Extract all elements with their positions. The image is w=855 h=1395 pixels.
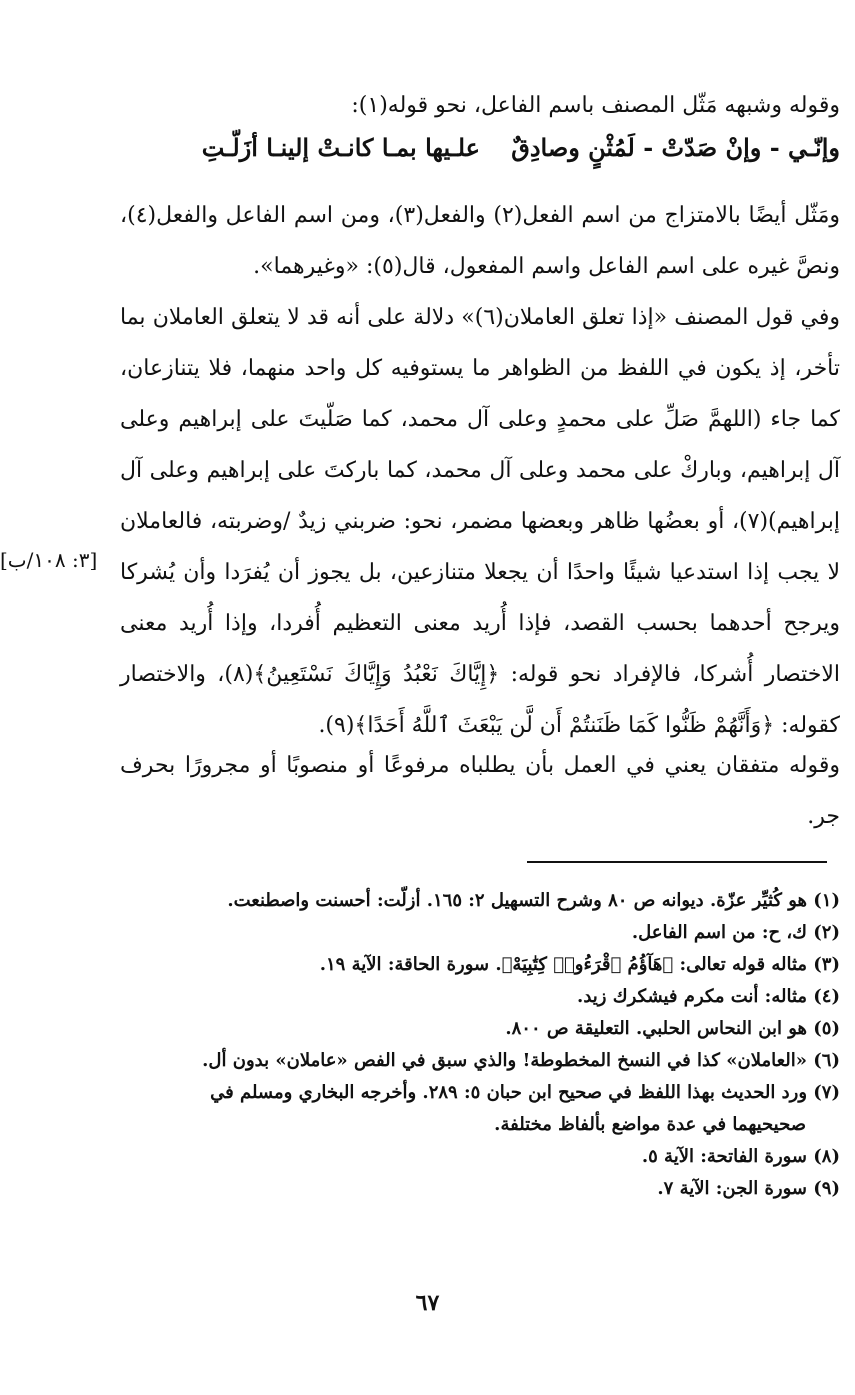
footnote-continuation xyxy=(120,1109,840,1141)
footnote: (٤) مثاله: أنت مكرم فيشكرك زيد. xyxy=(577,986,840,1007)
footnote: (٩) سورة الجن: الآية ٧. xyxy=(657,1178,840,1199)
footnote: (١) هو كُثيِّر عزّة. ديوانه ص ٨٠ وشرح التسهيل ٢: ١٦٥. أزلّت: أحسنت واصطنعت. xyxy=(227,890,840,911)
footnote: (٥) هو ابن النحاس الحلبي. التعليقة ص ٨٠٠. xyxy=(505,1018,840,1039)
intro-line: وقوله وشبهه مَثّل المصنف باسم الفاعل، نحو قوله(١): xyxy=(351,93,840,118)
footnotes-list xyxy=(120,885,840,1205)
page-number: ٦٧ xyxy=(415,1290,440,1316)
margin-reference: [٣: ١٠٨/ب] xyxy=(0,548,98,572)
footnote: (٣) مثاله قوله تعالى: ﴿هَآؤُمُ ٱقْرَءُوا۟ كِتَٰبِيَهْ﴾. سورة الحاقة: الآية ١٩. xyxy=(319,954,840,975)
paragraph-3: وفي قول المصنف «إذا تعلق العاملان(٦)» دلالة على أنه قد لا يتعلق العاملان بما تأخر، إذ يكون في اللفظ من الظواهر ما يستوفيه كل واحد منهما، فلا يتنازعان، كما جاء (اللهمَّ صَلِّ على محمدٍ وعلى آل محمد، كما صَلّيتَ على إبراهيم وعلى آل إبراهيم، وباركْ على محمد وعلى آل محمد، كما باركتَ على إبراهيم وعلى آل إبراهيم)(٧)، أو بعضُها ظاهر وبعضها مضمر، نحو: ضربني زيدٌ /وضربته، فالعاملان لا يجب إذا استدعيا شيئًا واحدًا أن يجعلا متنازعين، بل يجوز أن يُفرَدا وأن يُشركا ويرجح أحدهما بحسب القصد، فإذا أُريد معنى التعظيم أُفردا، وإذا أُريد معنى الاختصار أُشركا، فالإفراد نحو قوله: ﴿إِيَّاكَ نَعْبُدُ وَإِيَّاكَ نَسْتَعِينُ﴾(٨)، والاختصار كقوله: ﴿وَأَنَّهُمْ ظَنُّوا كَمَا ظَنَنتُمْ أَن لَّن يَبْعَثَ ٱللَّهُ أَحَدًا﴾(٩). xyxy=(120,305,840,738)
footnote-continuation-text: صحيحيهما في عدة مواضع بألفاظ مختلفة. xyxy=(494,1114,806,1135)
footnote: (٢) ك، ح: من اسم الفاعل. xyxy=(631,922,840,943)
footnote: (٨) سورة الفاتحة: الآية ٥. xyxy=(641,1146,840,1167)
footnote-divider xyxy=(527,861,827,863)
paragraph-2: ومَثّل أيضًا بالامتزاج من اسم الفعل(٢) والفعل(٣)، ومن اسم الفاعل والفعل(٤)، ونصَّ غيره على اسم الفاعل واسم المفعول، قال(٥): «وغيرهما». xyxy=(120,203,840,279)
paragraph-4: وقوله متفقان يعني في العمل بأن يطلباه مرفوعًا أو منصوبًا أو مجرورًا بحرف جر. xyxy=(120,753,840,829)
footnote: (٧) ورد الحديث بهذا اللفظ في صحيح ابن حبان ٥: ٢٨٩. وأخرجه البخاري ومسلم في xyxy=(210,1082,840,1103)
verse-second-hemistich: علـيها بمـا كانـتْ إلينـا أزَلّـتِ xyxy=(201,133,480,162)
poetry-verse xyxy=(120,128,840,168)
footnote: (٦) «العاملان» كذا في النسخ المخطوطة! والذي سبق في الفص «عاملان» بدون أل. xyxy=(202,1050,840,1071)
verse-first-hemistich: وإنّـي - وإنْ صَدّتْ - لَمُثْنٍ وصادِقٌ xyxy=(511,133,840,162)
